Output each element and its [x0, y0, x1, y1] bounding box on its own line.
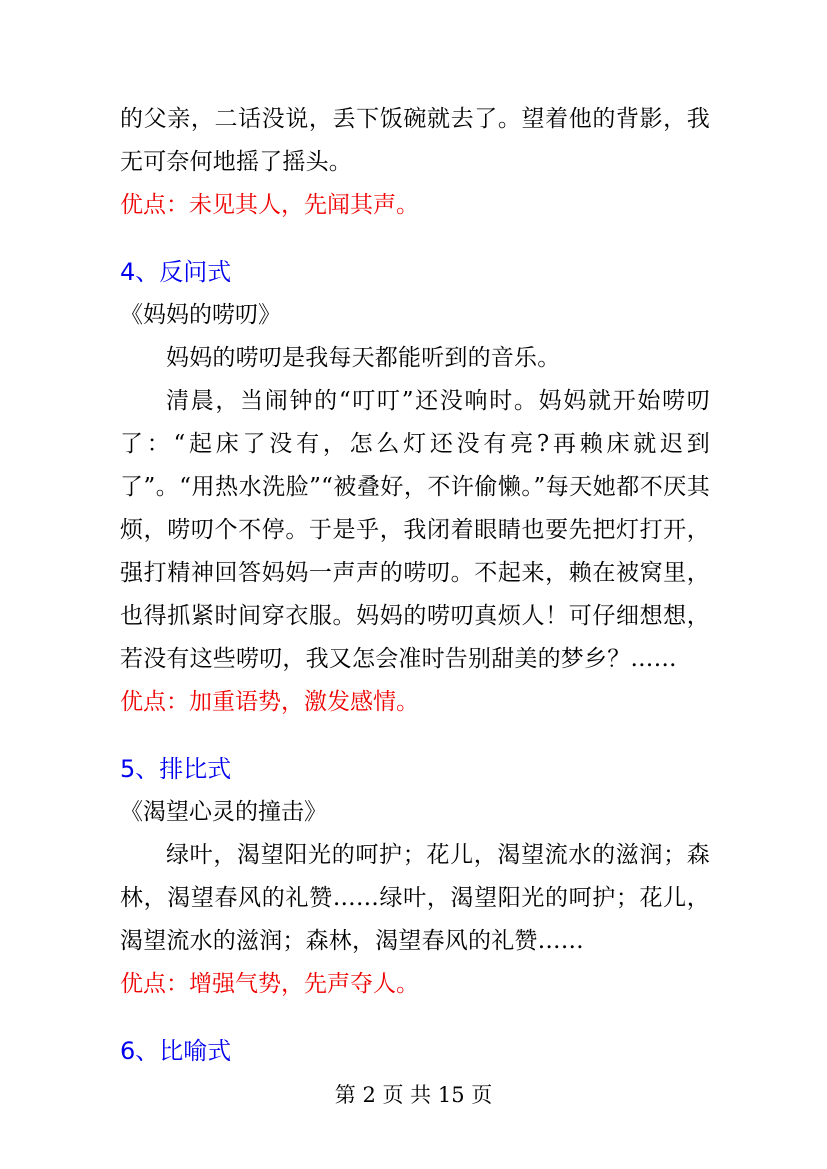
essay-title: 《妈妈的唠叨》: [120, 302, 281, 328]
advantage-note: 优点：加重语势，激发感情。: [120, 689, 419, 715]
essay-title: 《渴望心灵的撞击》: [120, 799, 327, 825]
advantage-note: 优点：未见其人，先闻其声。: [120, 192, 419, 218]
paragraph: 清晨，当闹钟的“叮叮”还没响时。妈妈就开始唠叨了：“起床了没有，怎么灯还没有亮?再赖床就迟到了”。“用热水洗脸”“被叠好，不许偷懒。”每天她都不厌其烦，唠叨个不停。于是乎，我闭着眼睛也要先把灯打开，强打精神回答妈妈一声声的唠叨。不起来，赖在被窝里，也得抓紧时间穿衣服。妈妈的唠叨真烦人！可仔细想想，若没有这些唠叨，我又怎会准时告别甜美的梦乡？……: [120, 388, 710, 672]
section-heading-6: 6、比喻式: [120, 1037, 232, 1065]
advantage-note: 优点：增强气势，先声夺人。: [120, 971, 419, 997]
page-footer: 第 2 页 共 15 页: [334, 1083, 493, 1107]
paragraph: 妈妈的唠叨是我每天都能听到的音乐。: [166, 345, 561, 371]
paragraph: 绿叶，渴望阳光的呵护；花儿，渴望流水的滋润；森林，渴望春风的礼赞……绿叶，渴望阳光的呵护；花儿，渴望流水的滋润；森林，渴望春风的礼赞……: [120, 842, 710, 954]
section-heading-4: 4、反问式: [120, 258, 232, 286]
section-heading-5: 5、排比式: [120, 755, 232, 783]
paragraph-continuation: 的父亲，二话没说，丢下饭碗就去了。望着他的背影，我无可奈何地摇了摇头。: [120, 106, 710, 175]
